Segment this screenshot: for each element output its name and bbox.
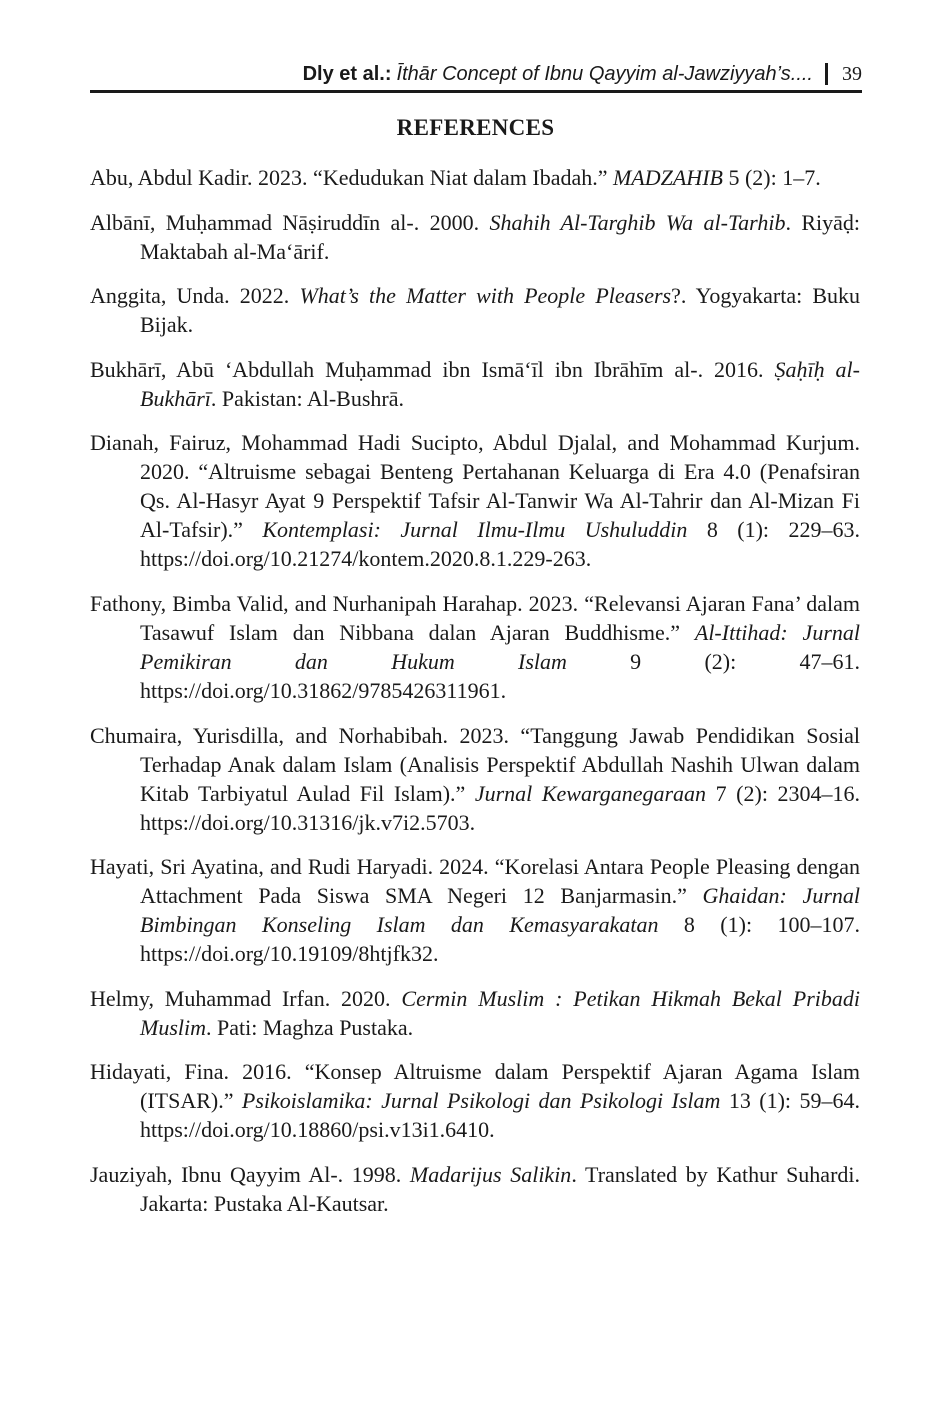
reference-details: . Translated by Kathur Suhardi. Jakarta: Pustaka Al-Kautsar.	[140, 1161, 861, 1216]
reference-source-title: Jurnal Kewarganegaraan	[474, 780, 707, 806]
reference-details: 9 (2): 47–61. https://doi.org/10.31862/9785426311961.	[140, 648, 860, 703]
reference-details: ?. Yogyakarta: Buku Bijak.	[140, 283, 861, 338]
reference-source-title: Cermin Muslim : Petikan Hikmah Bekal Pribadi Muslim	[140, 985, 860, 1040]
reference-source-title: What’s the Matter with People Pleasers	[299, 283, 672, 309]
reference-details: . Pakistan: Al-Bushrā.	[210, 385, 404, 411]
page-number: 39	[842, 62, 862, 85]
reference-entry	[90, 163, 860, 192]
reference-details: 13 (1): 59–64. https://doi.org/10.18860/psi.v13i1.6410.	[140, 1088, 860, 1143]
reference-text: Fathony, Bimba Valid, and Nurhanipah Harahap. 2023. “Relevansi Ajaran Fana’ dalam Tasawuf Islam dan Nibbana dalan Ajaran Buddhisme.”	[90, 590, 860, 645]
header-article-title: Īthār Concept of Ibnu Qayyim al-Jawziyyah’s....	[396, 62, 813, 85]
reference-text: Anggita, Unda. 2022.	[90, 283, 300, 309]
reference-details: . Pati: Maghza Pustaka.	[206, 1014, 414, 1040]
reference-text: Albānī, Muḥammad Nāṣiruddīn al-. 2000.	[90, 209, 490, 235]
references-heading: REFERENCES	[396, 115, 555, 140]
reference-source-title: Al-Ittihad: Jurnal Pemikiran dan Hukum Islam	[140, 619, 860, 674]
reference-text: Abu, Abdul Kadir. 2023. “Kedudukan Niat dalam Ibadah.”	[90, 165, 613, 190]
reference-text: Hidayati, Fina. 2016. “Konsep Altruisme dalam Perspektif Ajaran Agama Islam (ITSAR).”	[90, 1059, 860, 1114]
reference-entry	[90, 281, 860, 339]
reference-text: Chumaira, Yurisdilla, and Norhabibah. 2023. “Tanggung Jawab Pendidikan Sosial Terhadap Anak dalam Islam (Analisis Perspektif Abdullah Nashih Ulwan dalam Kitab Tarbiyatul Aulad Fil Islam).”	[90, 722, 860, 806]
reference-source-title: Psikoislamika: Jurnal Psikologi dan Psikologi Islam	[241, 1088, 721, 1114]
reference-text: Jauziyah, Ibnu Qayyim Al-. 1998.	[90, 1161, 410, 1187]
reference-source-title: Madarijus Salikin	[409, 1161, 572, 1187]
reference-entry	[90, 208, 860, 266]
reference-source-title: Ghaidan: Jurnal Bimbingan Konseling Islam dan Kemasyarakatan	[140, 883, 860, 938]
reference-entry	[90, 1160, 860, 1218]
reference-details: 5 (2): 1–7.	[722, 165, 821, 190]
reference-entry	[90, 589, 860, 705]
reference-details: 8 (1): 229–63. https://doi.org/10.21274/kontem.2020.8.1.229-263.	[140, 517, 860, 572]
reference-entry	[90, 721, 860, 837]
reference-text: Hayati, Sri Ayatina, and Rudi Haryadi. 2024. “Korelasi Antara People Pleasing dengan Attachment Pada Siswa SMA Negeri 12 Banjarmasin.”	[90, 854, 860, 909]
reference-text: Dianah, Fairuz, Mohammad Hadi Sucipto, Abdul Djalal, and Mohammad Kurjum. 2020. “Altruisme sebagai Benteng Pertahanan Keluarga di Era 4.0 (Penafsiran Qs. Al-Hasyr Ayat 9 Perspektif Tafsir Al-Tanwir Wa Al-Tahrir dan Al-Mizan Fi Al-Tafsir).”	[90, 430, 860, 543]
reference-details: . Riyāḍ: Maktabah al-Maʻārif.	[140, 209, 860, 264]
reference-source-title: Shahih Al-Targhib Wa al-Tarhib	[489, 209, 786, 235]
reference-entry	[90, 852, 860, 968]
reference-text: Bukhārī, Abū ʻAbdullah Muḥammad ibn Ismāʻīl ibn Ibrāhīm al-. 2016.	[90, 356, 775, 382]
reference-entry	[90, 1057, 860, 1144]
header-separator	[825, 63, 828, 85]
header-authors: Dly et al.:	[302, 62, 392, 85]
reference-source-title: MADZAHIB	[612, 165, 723, 190]
reference-entry	[90, 355, 860, 413]
reference-details: 8 (1): 100–107. https://doi.org/10.19109/8htjfk32.	[140, 912, 860, 967]
reference-entry	[90, 428, 860, 573]
reference-source-title: Kontemplasi: Jurnal Ilmu-Ilmu Ushuluddin	[262, 517, 688, 543]
running-header	[90, 58, 862, 93]
reference-entry	[90, 984, 860, 1042]
reference-source-title: Ṣaḥīḥ al-Bukhārī	[140, 356, 860, 411]
reference-details: 7 (2): 2304–16. https://doi.org/10.31316/jk.v7i2.5703.	[140, 780, 860, 835]
reference-text: Helmy, Muhammad Irfan. 2020.	[90, 985, 402, 1011]
references-list	[90, 163, 860, 1234]
